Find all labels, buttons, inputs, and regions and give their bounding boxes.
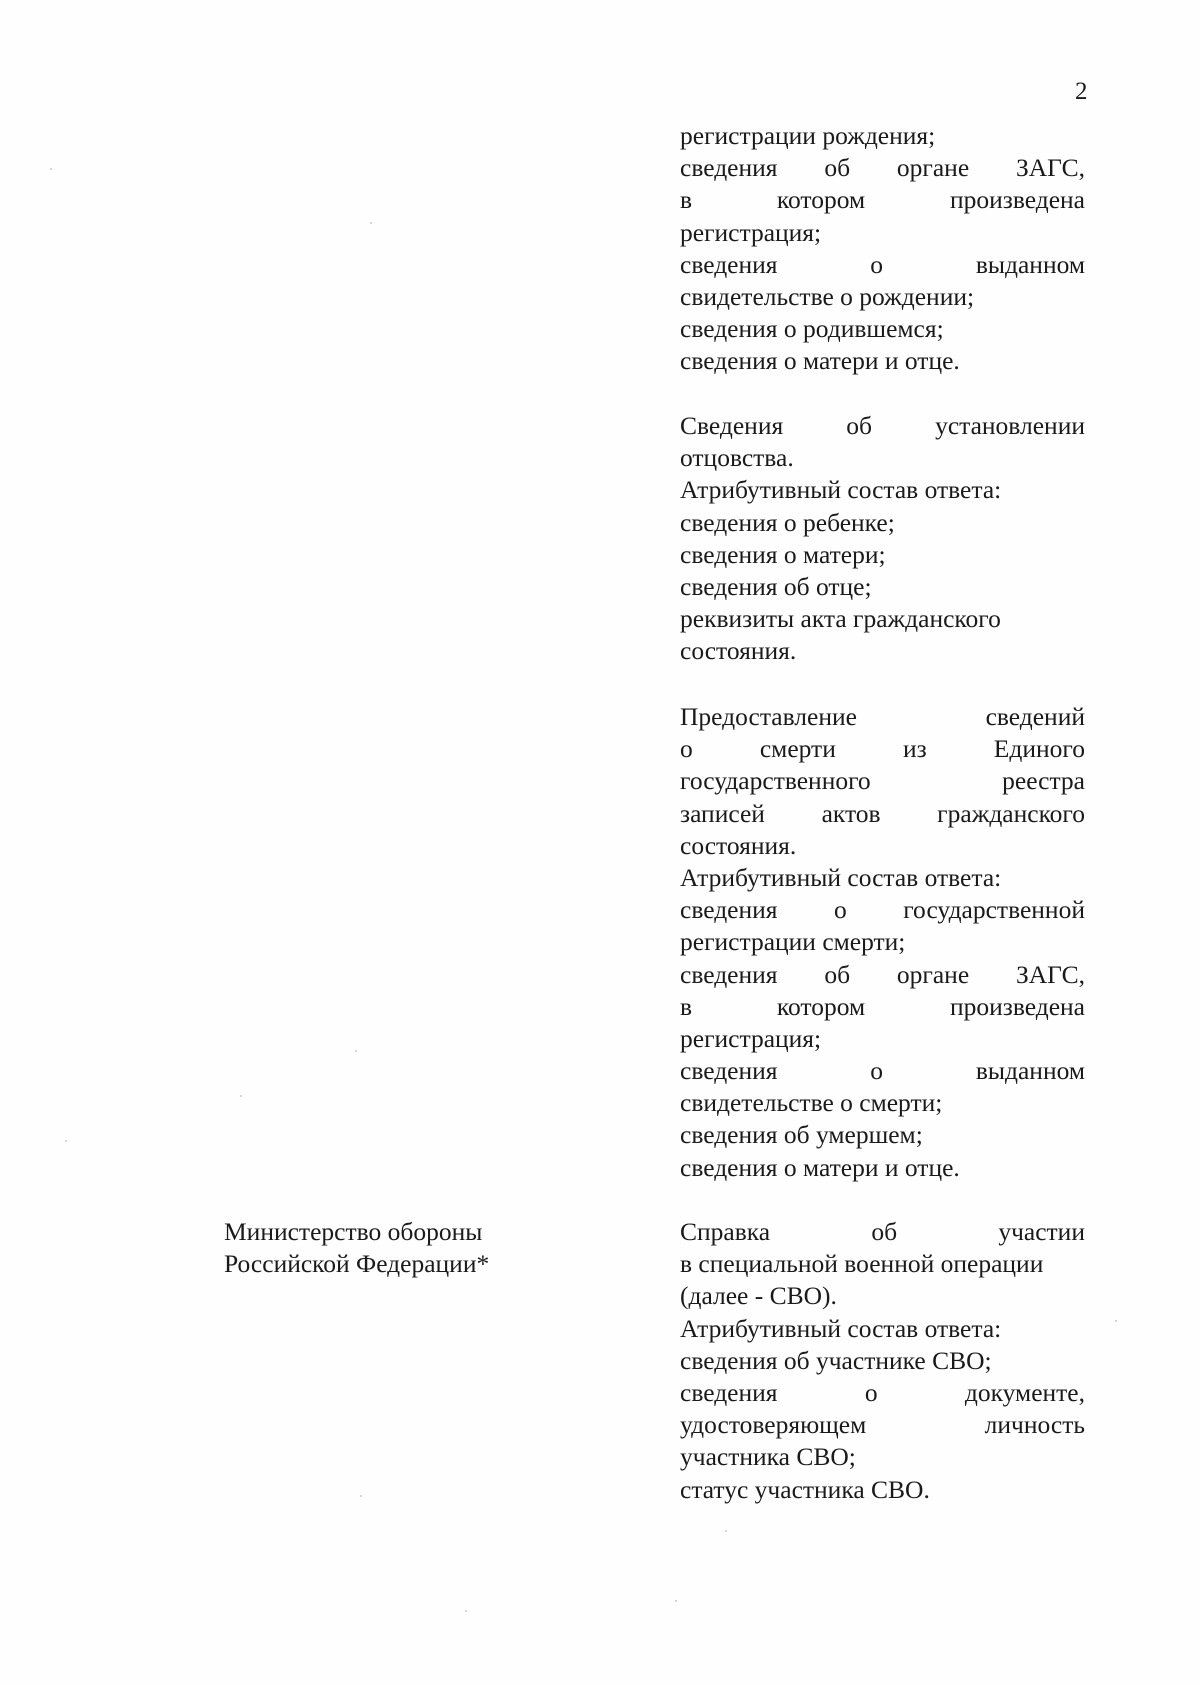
text-line: Атрибутивный состав ответа: xyxy=(680,1313,1002,1343)
text-line: сведения о документе, xyxy=(680,1377,1085,1407)
text-line: (далее - СВО). xyxy=(680,1281,837,1311)
text-line: Российской Федерации* xyxy=(224,1249,490,1279)
death-record-details xyxy=(680,701,1085,1184)
text-line: Министерство обороны xyxy=(224,1217,483,1246)
organization-name xyxy=(224,1216,554,1280)
scan-speck xyxy=(360,1495,362,1497)
text-line: записей актов гражданского xyxy=(680,798,1085,828)
scan-speck xyxy=(675,1600,677,1602)
text-line: свидетельстве о рождении; xyxy=(680,281,975,311)
scan-speck xyxy=(1115,1320,1117,1322)
text-line: сведения об органе ЗАГС, xyxy=(680,153,1085,183)
birth-record-details xyxy=(680,120,1085,378)
text-line: участника СВО; xyxy=(680,1442,856,1472)
svo-participation-details xyxy=(680,1216,1085,1506)
text-line: регистрации смерти; xyxy=(680,927,906,957)
text-line: в специальной военной операции xyxy=(680,1249,1044,1279)
text-line: Сведения об установлении xyxy=(680,411,1085,440)
scan-speck xyxy=(370,222,372,224)
text-line: свидетельстве о смерти; xyxy=(680,1088,943,1118)
text-line: сведения о матери и отце. xyxy=(680,346,960,376)
text-line: регистрация; xyxy=(680,1023,822,1053)
text-line: в котором произведена xyxy=(680,185,1085,215)
text-line: Атрибутивный состав ответа: xyxy=(680,862,1002,892)
text-line: сведения о матери и отце. xyxy=(680,1152,960,1182)
text-line: Предоставление сведений xyxy=(680,702,1085,731)
text-line: государственного реестра xyxy=(680,766,1085,796)
text-line: сведения о выданном xyxy=(680,1056,1085,1086)
paternity-details xyxy=(680,410,1085,668)
page-number: 2 xyxy=(1075,78,1088,105)
text-line: регистрация; xyxy=(680,217,822,247)
text-line: состояния. xyxy=(680,636,797,666)
scan-speck xyxy=(240,1095,242,1097)
scan-speck xyxy=(725,1530,727,1532)
text-line: удостоверяющем личность xyxy=(680,1410,1085,1440)
text-line: сведения об отце; xyxy=(680,571,872,601)
text-line: статус участника СВО. xyxy=(680,1474,930,1504)
text-line: отцовства. xyxy=(680,443,794,473)
text-line: Атрибутивный состав ответа: xyxy=(680,475,1002,505)
text-line: о смерти из Единого xyxy=(680,734,1085,764)
scan-speck xyxy=(465,1610,467,1612)
text-line: сведения о ребенке; xyxy=(680,507,895,537)
text-line: сведения об органе ЗАГС, xyxy=(680,959,1085,989)
scan-speck xyxy=(50,168,52,170)
text-line: состояния. xyxy=(680,830,797,860)
scan-speck xyxy=(65,1140,67,1142)
text-line: сведения о выданном xyxy=(680,249,1085,279)
scan-speck xyxy=(355,1050,357,1052)
text-line: сведения о матери; xyxy=(680,539,886,569)
text-line: в котором произведена xyxy=(680,991,1085,1021)
text-line: сведения о родившемся; xyxy=(680,314,944,344)
text-line: Справка об участии xyxy=(680,1217,1085,1246)
text-line: сведения об умершем; xyxy=(680,1120,923,1150)
text-line: сведения об участнике СВО; xyxy=(680,1345,992,1375)
text-line: сведения о государственной xyxy=(680,895,1085,925)
text-line: регистрации рождения; xyxy=(680,121,936,150)
text-line: реквизиты акта гражданского xyxy=(680,604,1001,634)
